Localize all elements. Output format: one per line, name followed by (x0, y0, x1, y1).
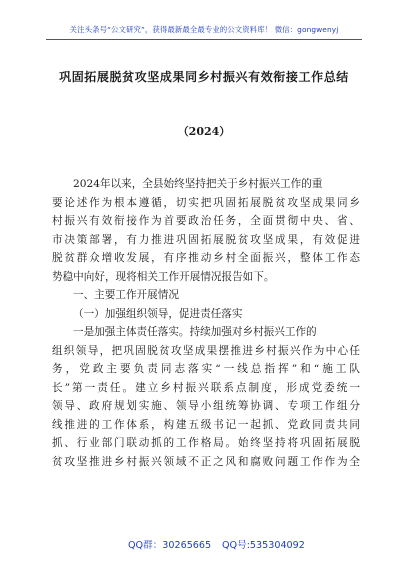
section-heading: 一、主要工作开展情况 (73, 289, 179, 301)
body-line: 务，党政主要负责同志落实“一线总指挥”和“施工队 (52, 363, 360, 375)
document-year: （2024） (177, 125, 231, 138)
body-line: 脱贫群众增收发展，有序推动乡村全面振兴，整体工作态 (52, 252, 360, 264)
header-divider (46, 39, 362, 40)
body-line: 领导、政府规划实施、领导小组统筹协调、专项工作组分 (52, 400, 360, 412)
body-line: 抓、行业部门联动抓的工作格局。始终坚持将巩固拓展脱 (52, 437, 360, 449)
subsection-heading: （一）加强组织领导，促进责任落实 (73, 307, 243, 320)
body-line: 村振兴有效衔接作为首要政治任务，全面贯彻中央、省、 (52, 215, 360, 227)
document-title: 巩固拓展脱贫攻坚成果同乡村振兴有效衔接工作总结 (59, 70, 349, 84)
footer-qq-group: QQ群：30265665 (128, 540, 212, 551)
body-line: 组织领导，把巩固脱贫攻坚成果摆推进乡村振兴作为中心任 (52, 344, 360, 357)
body-line: 贫攻坚推进乡村振兴领域不正之风和腐败问题工作作为全 (52, 455, 360, 468)
body-line: 要论述作为根本遵循，切实把巩固拓展脱贫攻坚成果同乡 (52, 196, 360, 209)
document-body (52, 175, 360, 471)
body-line: 长”第一责任。建立乡村振兴联系点制度，形成党委统一 (52, 381, 360, 394)
body-line: 线推进的工作体系，构建五级书记一起抓、党政同责共同 (52, 418, 360, 431)
header-note: 关注头条号“公文研究”，获得最新最全最专业的公文资料库！ 微信：gongwenyj (69, 25, 339, 34)
body-line: 市决策部署，有力推进巩固拓展脱贫攻坚成果，有效促进 (52, 233, 360, 246)
body-line: 势稳中向好，现将相关工作开展情况报告如下。 (52, 270, 275, 283)
footer-qq-number: QQ号:535304092 (222, 540, 305, 551)
body-line: 一是加强主体责任落实。持续加强对乡村振兴工作的 (73, 326, 317, 338)
body-line: 2024年以来，全县始终坚持把关于乡村振兴工作的重 (73, 178, 323, 190)
